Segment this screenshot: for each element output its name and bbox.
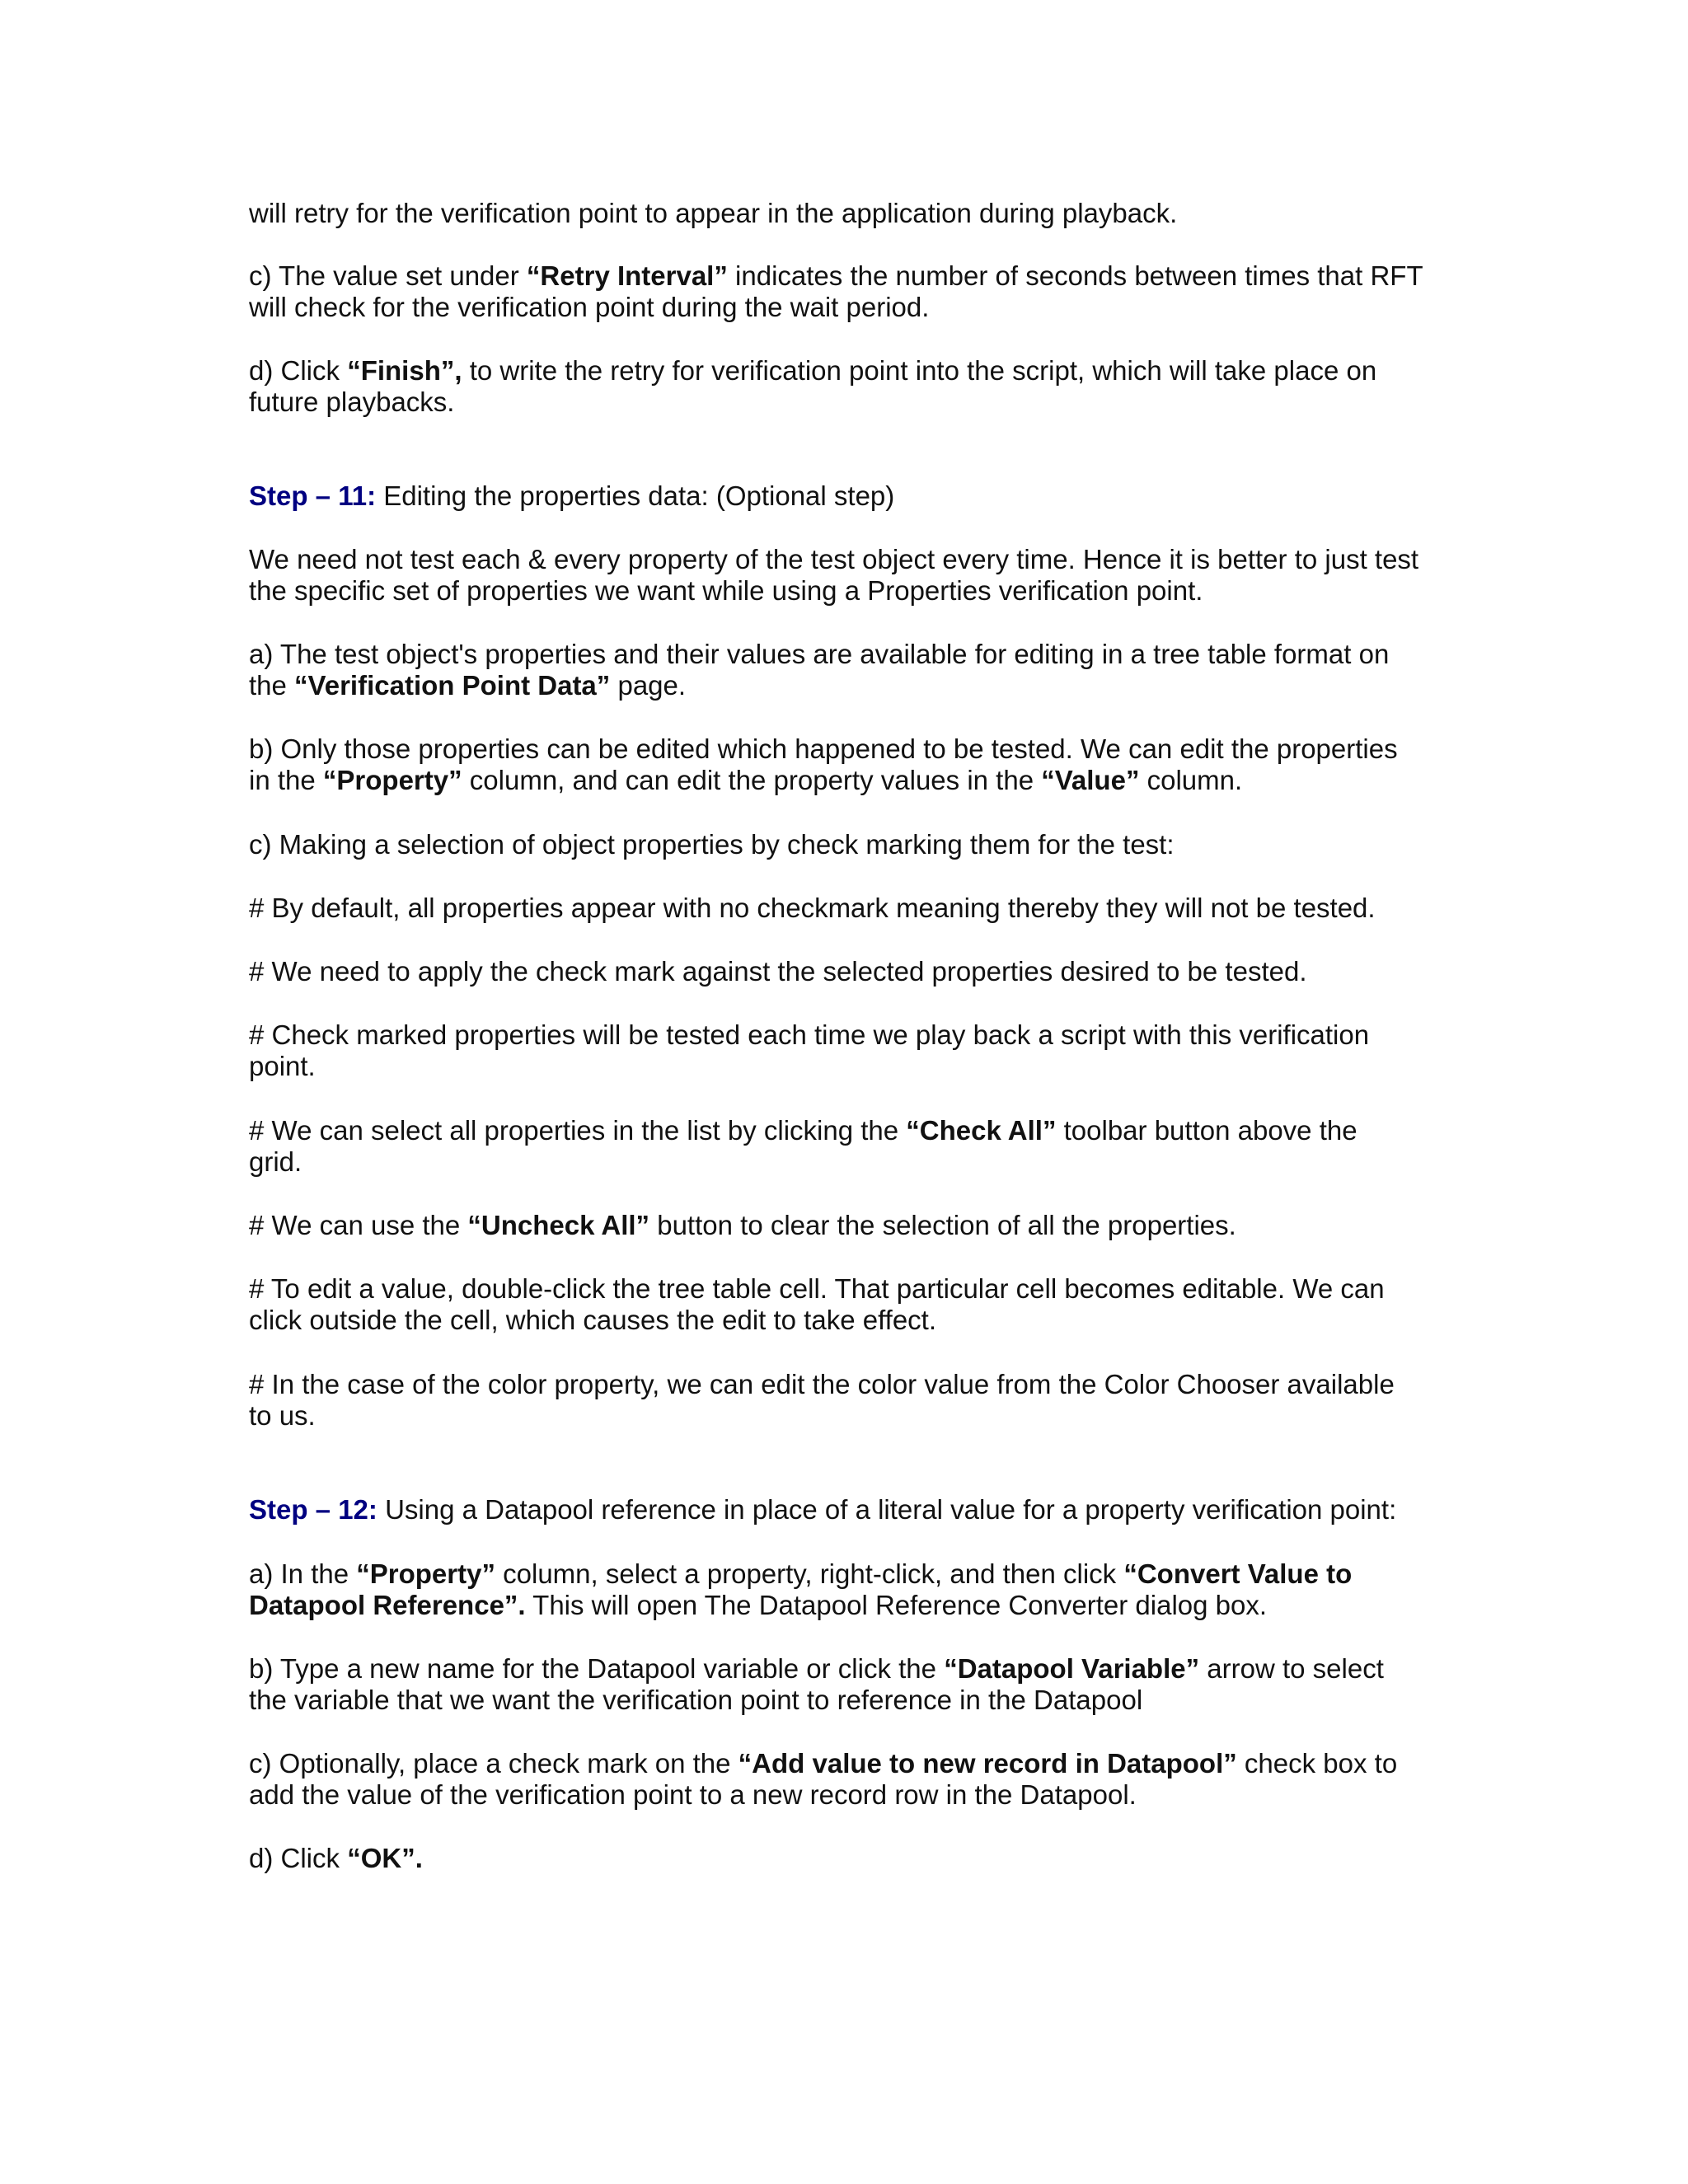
text: We need not test each & every property of the test object every time. Hence it is better to just test: [249, 544, 1419, 574]
paragraph-click-finish: [249, 355, 1376, 387]
text: column.: [1139, 765, 1243, 795]
step-12-title: Using a Datapool reference in place of a literal value for a property verification point:: [377, 1494, 1397, 1525]
text: # In the case of the color property, we can edit the color value from the Color Chooser available: [249, 1369, 1395, 1399]
term-add-value-new-record: “Add value to new record in Datapool”: [738, 1748, 1237, 1779]
text: indicates the number of seconds between times that RFT: [727, 260, 1423, 291]
text: # Check marked properties will be tested each time we play back a script with this verification: [249, 1019, 1370, 1050]
text: a) In the: [249, 1558, 357, 1589]
text: toolbar button above the: [1056, 1115, 1357, 1146]
term-value: “Value”: [1041, 765, 1140, 795]
text: check box to: [1236, 1748, 1398, 1779]
paragraph-a-convert-value: [249, 1558, 1352, 1590]
bullet-check-all-cont: [249, 1146, 302, 1178]
step-11-title: Editing the properties data: (Optional step): [376, 480, 895, 511]
text: d) Click: [249, 1843, 348, 1873]
text: future playbacks.: [249, 387, 455, 417]
term-uncheck-all: “Uncheck All”: [467, 1210, 650, 1240]
text: column, and can edit the property values in the: [462, 765, 1042, 795]
text: point.: [249, 1051, 316, 1081]
text: add the value of the verification point to a new record row in the Datapool.: [249, 1779, 1137, 1810]
term-check-all: “Check All”: [906, 1115, 1057, 1146]
bullet-apply-checkmark: [249, 956, 1307, 987]
step-12-label: Step – 12:: [249, 1494, 377, 1525]
text: the variable that we want the verification point to reference in the Datapool: [249, 1685, 1143, 1715]
text: to write the retry for verification point into the script, which will take place on: [462, 355, 1377, 386]
text: # We need to apply the check mark against the selected properties desired to be tested.: [249, 956, 1307, 987]
paragraph-d-click-ok: [249, 1843, 423, 1874]
step-11-heading: [249, 480, 894, 512]
paragraph-a-tree-table-cont: [249, 670, 686, 701]
term-datapool-variable: “Datapool Variable”: [944, 1653, 1200, 1684]
text: b) Type a new name for the Datapool variable or click the: [249, 1653, 945, 1684]
bullet-edit-value: [249, 1273, 1385, 1305]
text: # We can select all properties in the list by clicking the: [249, 1115, 907, 1146]
text: c) Optionally, place a check mark on the: [249, 1748, 738, 1779]
term-convert-value: “Convert Value to: [1123, 1558, 1353, 1589]
text: column, select a property, right-click, and then click: [495, 1558, 1124, 1589]
step-11-label: Step – 11:: [249, 480, 377, 511]
text: click outside the cell, which causes the edit to take effect.: [249, 1305, 937, 1335]
bullet-check-all: [249, 1115, 1357, 1146]
bullet-color-property: [249, 1369, 1395, 1400]
text: # To edit a value, double-click the tree table cell. That particular cell becomes editable. We can: [249, 1273, 1385, 1304]
text: # We can use the: [249, 1210, 468, 1240]
paragraph-retry-wait-end: [249, 198, 1177, 229]
text: a) The test object's properties and their values are available for editing in a tree table format on: [249, 639, 1390, 669]
bullet-check-marked-tested-cont: [249, 1051, 316, 1082]
text: # By default, all properties appear with no checkmark meaning thereby they will not be tested.: [249, 893, 1376, 923]
bullet-color-property-cont: [249, 1400, 316, 1432]
text: button to clear the selection of all the properties.: [649, 1210, 1236, 1240]
term-property: “Property”: [356, 1558, 495, 1589]
text: d) Click: [249, 355, 348, 386]
text: b) Only those properties can be edited which happened to be tested. We can edit the properties: [249, 733, 1398, 764]
text: c) Making a selection of object properties by check marking them for the test:: [249, 829, 1175, 860]
bullet-uncheck-all: [249, 1210, 1236, 1241]
paragraph-c-add-value: [249, 1748, 1397, 1779]
text: the specific set of properties we want while using a Properties verification point.: [249, 575, 1203, 606]
paragraph-retry-interval: [249, 260, 1423, 292]
text: in the: [249, 765, 323, 795]
text: will retry for the verification point to appear in the application during playback.: [249, 198, 1178, 228]
text: to us.: [249, 1400, 316, 1431]
term-verification-point-data: “Verification Point Data”: [294, 670, 611, 701]
text: c) The value set under: [249, 260, 527, 291]
bullet-check-marked-tested: [249, 1019, 1369, 1051]
term-retry-interval: “Retry Interval”: [526, 260, 728, 291]
paragraph-b-edit-properties-cont: [249, 765, 1242, 796]
paragraph-b-datapool-variable-cont: [249, 1685, 1142, 1716]
step-12-heading: [249, 1494, 1396, 1526]
text: the: [249, 670, 295, 701]
paragraph-c-selection: [249, 829, 1175, 860]
paragraph-b-edit-properties: [249, 733, 1398, 765]
paragraph-a-convert-value-cont: [249, 1590, 1267, 1621]
bullet-default-no-checkmark: [249, 893, 1376, 924]
text: page.: [610, 670, 687, 701]
term-property: “Property”: [322, 765, 462, 795]
text: will check for the verification point during the wait period.: [249, 292, 930, 322]
paragraph-click-finish-cont: [249, 387, 454, 418]
term-ok: “OK”.: [347, 1843, 423, 1873]
paragraph-b-datapool-variable: [249, 1653, 1384, 1685]
paragraph-intro-properties-cont: [249, 575, 1203, 607]
term-finish: “Finish”,: [347, 355, 462, 386]
paragraph-a-tree-table: [249, 639, 1389, 670]
paragraph-intro-properties: [249, 544, 1418, 575]
text: This will open The Datapool Reference Converter dialog box.: [525, 1590, 1268, 1620]
paragraph-retry-interval-cont: [249, 292, 929, 323]
term-datapool-reference: Datapool Reference”.: [249, 1590, 526, 1620]
text: grid.: [249, 1146, 302, 1177]
paragraph-c-add-value-cont: [249, 1779, 1137, 1811]
bullet-edit-value-cont: [249, 1305, 936, 1336]
text: arrow to select: [1199, 1653, 1384, 1684]
